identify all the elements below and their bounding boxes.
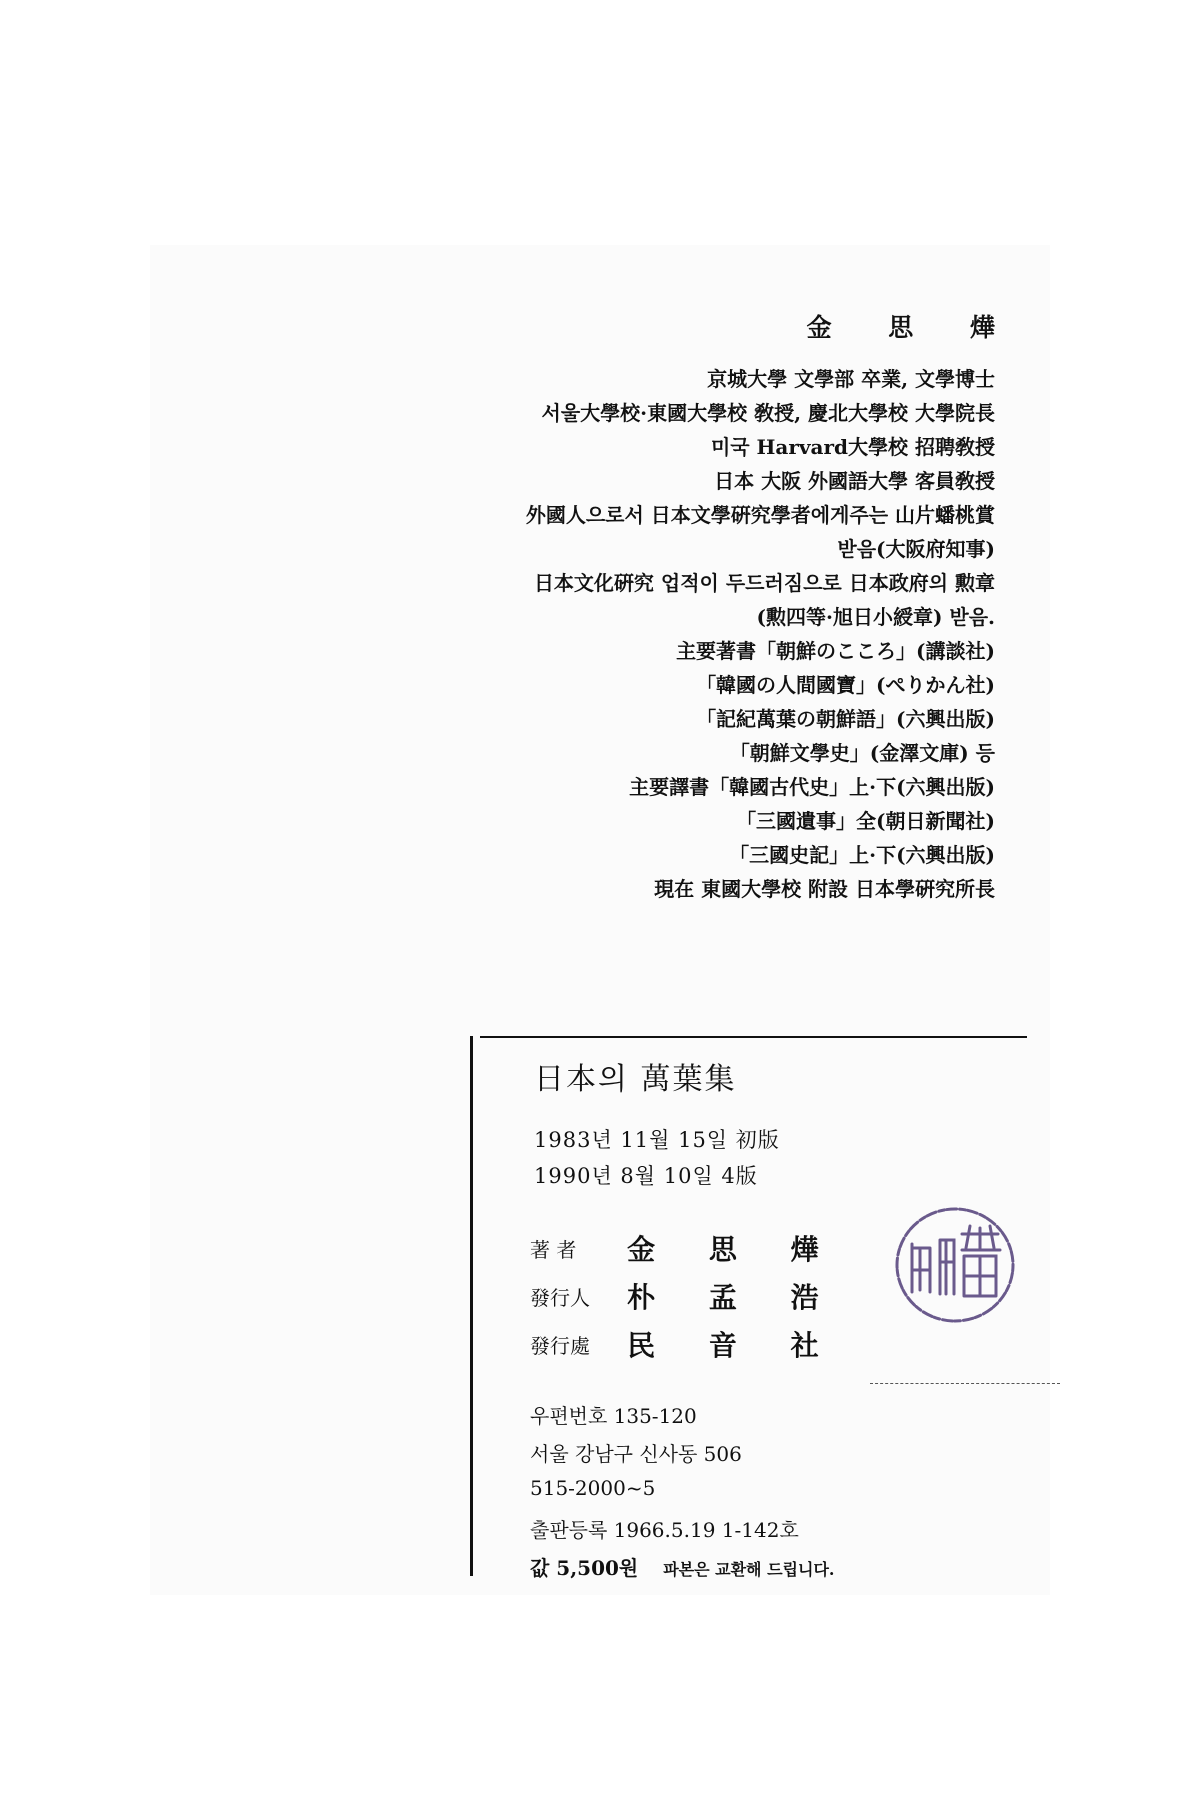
bio-line: 現在 東國大學校 附設 日本學硏究所長 xyxy=(654,877,995,901)
bio-line: 「三國遺事」全(朝日新聞社) xyxy=(736,809,995,833)
author-profile xyxy=(525,308,1019,906)
credit-label: 著 者 xyxy=(530,1237,577,1262)
bio-line: 「三國史記」上·下(六興出版) xyxy=(729,843,995,867)
postal-code: 우편번호 135-120 xyxy=(530,1404,697,1428)
price: 값 5,500원 xyxy=(530,1556,639,1580)
bio-line: 主要譯書「韓國古代史」上·下(六興出版) xyxy=(629,775,995,799)
credit-author xyxy=(530,1228,841,1268)
bio-line: 「朝鮮文學史」(金澤文庫) 등 xyxy=(729,741,995,765)
credit-publisher xyxy=(530,1276,841,1316)
bio-line: 日本 大阪 外國語大學 客員敎授 xyxy=(714,469,995,493)
price-note: 파본은 교환해 드립니다. xyxy=(663,1560,835,1579)
credit-value: 朴 孟 浩 xyxy=(627,1281,841,1314)
phone: 515-2000~5 xyxy=(530,1476,656,1500)
credit-value: 民 音 社 xyxy=(627,1329,841,1362)
credit-label: 發行處 xyxy=(530,1333,590,1358)
colophon-left-rule xyxy=(470,1036,473,1576)
bio-line: 「韓國の人間國寶」(ぺりかん社) xyxy=(696,673,995,697)
colophon-top-rule xyxy=(480,1036,1027,1038)
registration: 출판등록 1966.5.19 1-142호 xyxy=(530,1518,799,1542)
credit-value: 金 思 燁 xyxy=(627,1233,841,1266)
price-line xyxy=(530,1552,834,1581)
bio-line: 外國人으로서 日本文學硏究學者에게주는 山片蟠桃賞 xyxy=(525,503,995,527)
credit-publishing-house xyxy=(530,1324,841,1364)
author-name: 金 思 燁 xyxy=(806,313,1019,342)
seal-underline xyxy=(870,1383,1060,1384)
bio-line: 日本文化硏究 업적이 두드러짐으로 日本政府의 勲章 xyxy=(533,571,995,595)
bio-line: (勲四等·旭日小綬章) 받음. xyxy=(756,605,995,629)
publisher-seal-icon xyxy=(890,1200,1020,1330)
address: 서울 강남구 신사동 506 xyxy=(530,1442,742,1466)
bio-line: 「記紀萬葉の朝鮮語」(六興出版) xyxy=(696,707,995,731)
edition-line: 1990년 8월 10일 4版 xyxy=(534,1164,758,1188)
credit-label: 發行人 xyxy=(530,1285,590,1310)
bio-line: 서울大學校·東國大學校 敎授, 慶北大學校 大學院長 xyxy=(541,401,995,425)
bio-line: 京城大學 文學部 卒業, 文學博士 xyxy=(707,367,995,391)
bio-line: 미국 Harvard大學校 招聘敎授 xyxy=(710,435,995,459)
seal-graphic xyxy=(890,1200,1020,1330)
edition-line: 1983년 11월 15일 初版 xyxy=(534,1128,780,1152)
book-title: 日本의 萬葉集 xyxy=(534,1062,737,1097)
bio-line: 主要著書「朝鮮のこころ」(講談社) xyxy=(676,639,995,663)
bio-line: 받음(大阪府知事) xyxy=(837,537,995,561)
